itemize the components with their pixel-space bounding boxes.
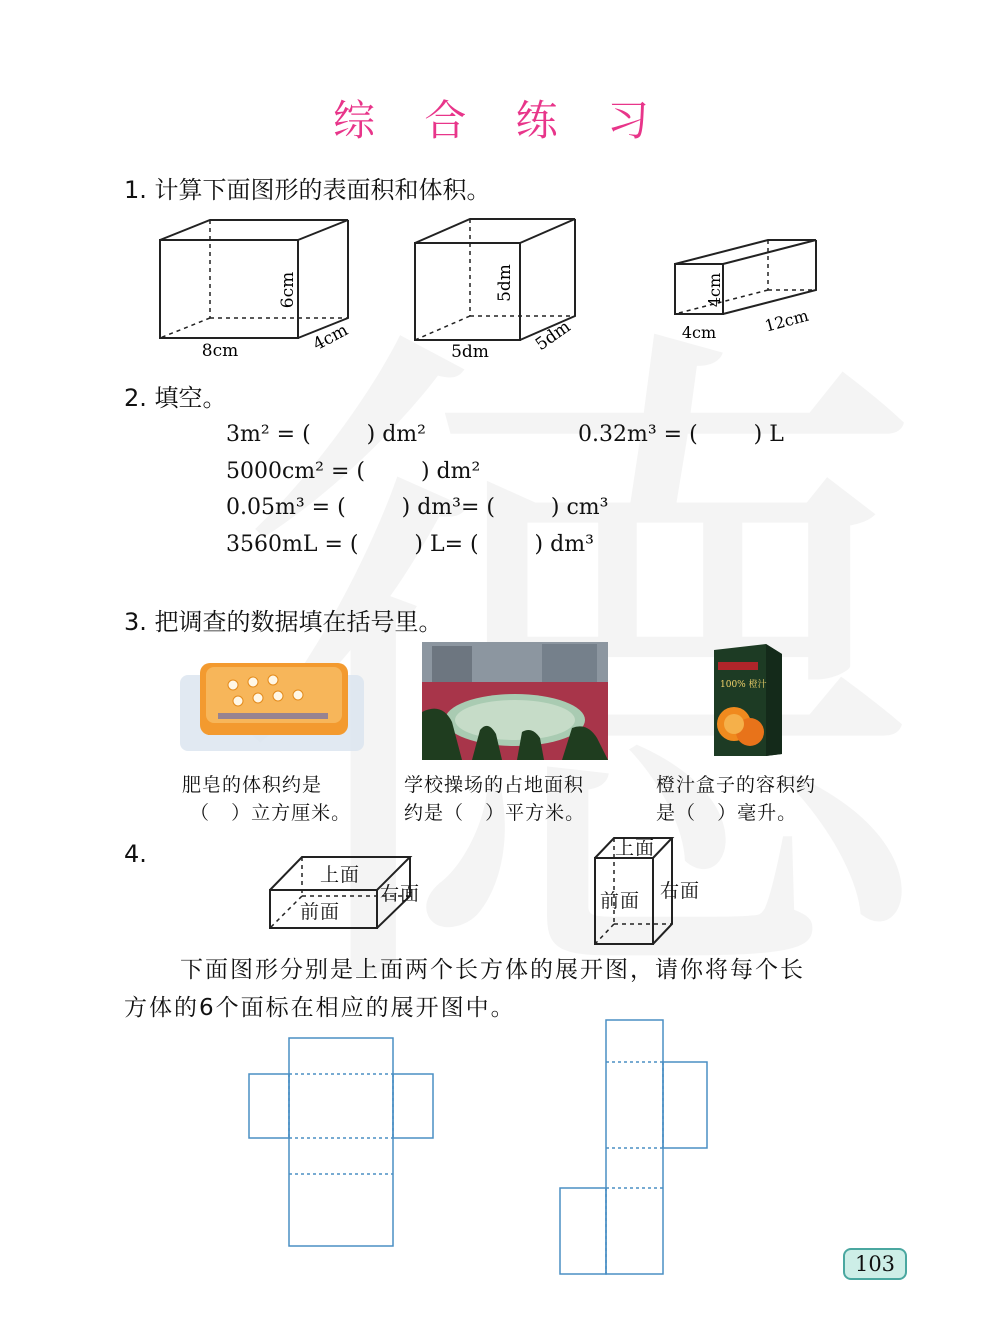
- juice-caption-line1: 橙汁盒子的容积约: [656, 774, 817, 796]
- box3-length-label: 12cm: [762, 305, 811, 336]
- cuboid-3: [675, 240, 816, 314]
- box2-height-label: 5dm: [495, 264, 515, 302]
- tall-cuboid-top-label: 上面: [615, 837, 656, 859]
- soap-caption-line1: 肥皂的体积约是: [182, 774, 323, 796]
- q2-line4: 3560mL = ( ) L= ( ) dm³: [226, 532, 594, 557]
- box2-length-label: 5dm: [451, 342, 489, 362]
- q1-boxes-figure: [0, 0, 1000, 380]
- q4-number: 4.: [124, 840, 147, 868]
- box2-width-label: 5dm: [531, 316, 575, 355]
- net-1: [249, 1038, 433, 1246]
- flat-cuboid-front-label: 前面: [300, 901, 341, 923]
- q4-instruction-line1: 下面图形分别是上面两个长方体的展开图，请你将每个长: [180, 957, 805, 983]
- box1-width-label: 4cm: [309, 320, 352, 355]
- q4-instruction-line2: 方体的6个面标在相应的展开图中。: [124, 995, 516, 1021]
- flat-cuboid-top-label: 上面: [320, 864, 361, 886]
- page-title: 综 合 练 习: [332, 96, 668, 145]
- q2-line2: 5000cm² = ( ) dm²: [226, 459, 481, 484]
- q3-heading: 3. 把调查的数据填在括号里。: [124, 608, 443, 636]
- school-field-photo: [422, 642, 608, 760]
- box3-width-label: 4cm: [681, 323, 717, 342]
- cuboid-1: [160, 220, 348, 338]
- field-caption-line2: 约是（ ）平方米。: [404, 802, 586, 824]
- juice-caption-line2: 是（ ）毫升。: [656, 802, 798, 824]
- field-caption-line1: 学校操场的占地面积: [404, 774, 585, 796]
- q2-line3: 0.05m³ = ( ) dm³= ( ) cm³: [226, 495, 609, 520]
- q2-line1a: 3m² = ( ) dm²: [226, 422, 426, 447]
- q2-line1b: 0.32m³ = ( ) L: [578, 422, 784, 447]
- tall-cuboid-right-label: 右面: [660, 880, 701, 902]
- soap-caption-line2: （ ）立方厘米。: [190, 802, 352, 824]
- box1-height-label: 6cm: [278, 271, 298, 309]
- juice-box-label: 100% 橙汁: [720, 680, 767, 690]
- flat-cuboid-right-label: 右面: [380, 883, 421, 905]
- box3-height-label: 4cm: [705, 272, 724, 308]
- q4-cuboids-figure: [0, 830, 1000, 950]
- net-2: [560, 1020, 707, 1274]
- q2-heading: 2. 填空。: [124, 384, 227, 412]
- page-number: 103: [843, 1248, 907, 1280]
- juice-box-image: [706, 642, 786, 758]
- tall-cuboid-front-label: 前面: [600, 890, 641, 912]
- box1-length-label: 8cm: [201, 341, 239, 361]
- q1-heading: 1. 计算下面图形的表面积和体积。: [124, 176, 491, 204]
- soap-image: [178, 655, 368, 755]
